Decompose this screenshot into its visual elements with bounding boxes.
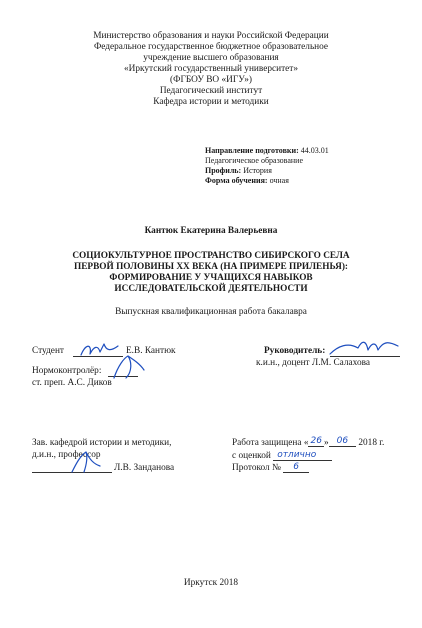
head-line-2: д.и.н., профессор [32, 450, 101, 460]
defense-date-prefix: Работа защищена « [232, 438, 309, 448]
university-abbr: (ФГБОУ ВО «ИГУ») [170, 75, 252, 85]
title-line-3: ФОРМИРОВАНИЕ У УЧАЩИХСЯ НАВЫКОВ [109, 273, 313, 283]
title-line-4: ИССЛЕДОВАТЕЛЬСКОЙ ДЕЯТЕЛЬНОСТИ [114, 284, 308, 294]
defense-month: 06 [329, 436, 356, 447]
institution-line-2: учреждение высшего образования [143, 53, 279, 63]
form-value: очная [269, 176, 289, 185]
title-line-1: СОЦИОКУЛЬТУРНОЕ ПРОСТРАНСТВО СИБИРСКОГО СЕЛА [72, 251, 350, 261]
city-year: Иркутск 2018 [183, 578, 239, 588]
defense-date-mid: » [323, 438, 329, 448]
supervisor-signature [328, 336, 400, 358]
head-name: Л.В. Занданова [114, 463, 175, 473]
defense-grade: отлично [273, 450, 332, 461]
defense-protocol-number: 6 [283, 462, 309, 473]
profile-label: Профиль: [205, 166, 242, 175]
author-name: Кантюк Екатерина Валерьевна [144, 226, 278, 236]
normcontrol-name: ст. преп. А.С. Диков [32, 378, 112, 388]
defense-grade-prefix: с оценкой [232, 451, 271, 461]
work-type: Выпускная квалификационная работа бакалавра [115, 307, 307, 317]
defense-day: 26 [310, 436, 322, 446]
institution-line-1: Федеральное государственное бюджетное образовательное [93, 42, 329, 52]
direction-block [205, 146, 405, 186]
profile-value: История [243, 166, 272, 175]
student-name: Е.В. Кантюк [126, 346, 176, 356]
defense-protocol-prefix: Протокол № [232, 463, 281, 473]
student-label: Студент [32, 346, 64, 356]
institute-name: Педагогический институт [159, 86, 263, 96]
department-name: Кафедра истории и методики [153, 97, 269, 107]
form-label: Форма обучения: [205, 176, 268, 185]
supervisor-name: к.и.н., доцент Л.М. Салахова [256, 358, 370, 368]
defense-grade-line [232, 451, 332, 462]
normcontrol-label: Нормоконтролёр: [32, 366, 102, 376]
direction-sub: Педагогическое образование [205, 156, 304, 165]
defense-date-line [232, 438, 384, 449]
head-line-1: Зав. кафедрой истории и методики, [32, 438, 172, 448]
direction-label: Направление подготовки: [205, 146, 299, 155]
ministry-line: Министерство образования и науки Российской Федерации [93, 31, 329, 41]
direction-value: 44.03.01 [300, 146, 329, 155]
university-name: «Иркутский государственный университет» [123, 64, 299, 74]
head-signature [64, 448, 104, 474]
defense-year: 2018 г. [358, 438, 385, 448]
title-line-2: ПЕРВОЙ ПОЛОВИНЫ XX ВЕКА (НА ПРИМЕРЕ ПРИЛЕНЬЯ): [73, 262, 349, 272]
normcontrol-signature [108, 352, 148, 382]
supervisor-label: Руководитель: [264, 346, 326, 356]
defense-protocol-line [232, 463, 309, 474]
